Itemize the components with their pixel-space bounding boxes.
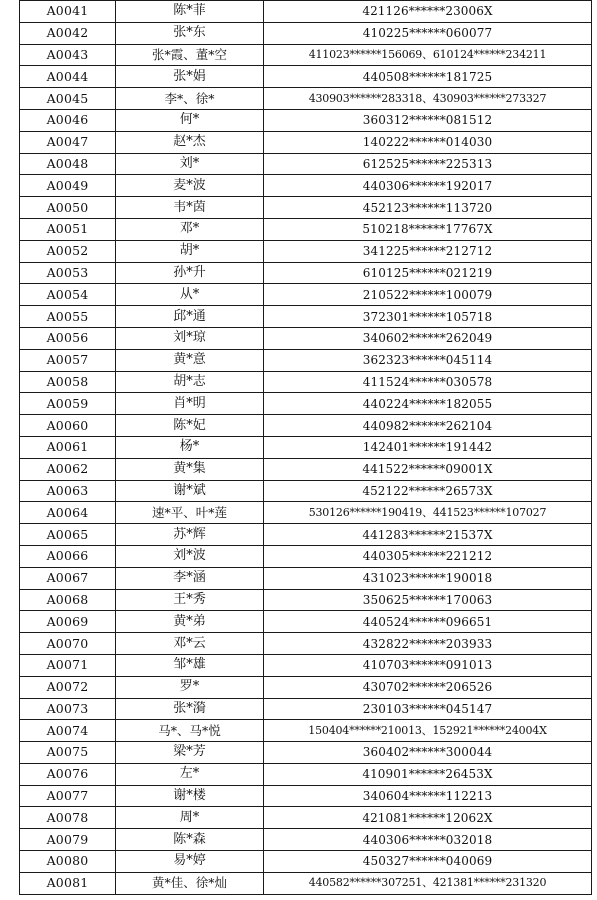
name-cell: 陈*妃 bbox=[116, 415, 264, 437]
name-cell: 杨* bbox=[116, 436, 264, 458]
table-row bbox=[20, 44, 592, 66]
record-code-cell: A0067 bbox=[20, 567, 116, 589]
table-row bbox=[20, 262, 592, 284]
id-number-cell: 360402******300044 bbox=[264, 742, 592, 764]
name-cell: 周* bbox=[116, 807, 264, 829]
table-row bbox=[20, 589, 592, 611]
record-code-cell: A0041 bbox=[20, 1, 116, 23]
record-code-cell: A0052 bbox=[20, 240, 116, 262]
record-code-cell: A0046 bbox=[20, 109, 116, 131]
table-row bbox=[20, 742, 592, 764]
table-row bbox=[20, 851, 592, 873]
name-cell: 张*娟 bbox=[116, 66, 264, 88]
id-number-cell: 432822******203933 bbox=[264, 633, 592, 655]
roster-table bbox=[19, 0, 592, 895]
record-code-cell: A0075 bbox=[20, 742, 116, 764]
name-cell: 李*、徐* bbox=[116, 88, 264, 110]
id-number-cell: 230103******045147 bbox=[264, 698, 592, 720]
record-code-cell: A0047 bbox=[20, 131, 116, 153]
name-cell: 刘* bbox=[116, 153, 264, 175]
record-code-cell: A0077 bbox=[20, 785, 116, 807]
table-row bbox=[20, 327, 592, 349]
table-row bbox=[20, 763, 592, 785]
id-number-cell: 421126******23006X bbox=[264, 1, 592, 23]
name-cell: 黄*弟 bbox=[116, 611, 264, 633]
name-cell: 速*平、叶*莲 bbox=[116, 502, 264, 524]
table-row bbox=[20, 218, 592, 240]
table-row bbox=[20, 1, 592, 23]
record-code-cell: A0053 bbox=[20, 262, 116, 284]
table-row bbox=[20, 654, 592, 676]
name-cell: 邹*雄 bbox=[116, 654, 264, 676]
name-cell: 孙*升 bbox=[116, 262, 264, 284]
table-row bbox=[20, 785, 592, 807]
id-number-cell: 440305******221212 bbox=[264, 545, 592, 567]
table-row bbox=[20, 829, 592, 851]
record-code-cell: A0051 bbox=[20, 218, 116, 240]
name-cell: 从* bbox=[116, 284, 264, 306]
record-code-cell: A0048 bbox=[20, 153, 116, 175]
id-number-cell: 610125******021219 bbox=[264, 262, 592, 284]
record-code-cell: A0057 bbox=[20, 349, 116, 371]
record-code-cell: A0074 bbox=[20, 720, 116, 742]
id-number-cell: 530126******190419、441523******107027 bbox=[264, 502, 592, 524]
id-number-cell: 452123******113720 bbox=[264, 197, 592, 219]
id-number-cell: 441283******21537X bbox=[264, 524, 592, 546]
table-row bbox=[20, 197, 592, 219]
name-cell: 韦*茵 bbox=[116, 197, 264, 219]
id-number-cell: 350625******170063 bbox=[264, 589, 592, 611]
table-row bbox=[20, 88, 592, 110]
id-number-cell: 210522******100079 bbox=[264, 284, 592, 306]
id-number-cell: 150404******210013、152921******24004X bbox=[264, 720, 592, 742]
record-code-cell: A0044 bbox=[20, 66, 116, 88]
record-code-cell: A0045 bbox=[20, 88, 116, 110]
id-number-cell: 440524******096651 bbox=[264, 611, 592, 633]
table-row bbox=[20, 720, 592, 742]
roster-table-body bbox=[20, 1, 592, 895]
table-row bbox=[20, 436, 592, 458]
record-code-cell: A0073 bbox=[20, 698, 116, 720]
id-number-cell: 440582******307251、421381******231320 bbox=[264, 872, 592, 894]
id-number-cell: 450327******040069 bbox=[264, 851, 592, 873]
record-code-cell: A0062 bbox=[20, 458, 116, 480]
table-row bbox=[20, 807, 592, 829]
id-number-cell: 360312******081512 bbox=[264, 109, 592, 131]
id-number-cell: 410225******060077 bbox=[264, 22, 592, 44]
record-code-cell: A0072 bbox=[20, 676, 116, 698]
table-row bbox=[20, 175, 592, 197]
name-cell: 张*东 bbox=[116, 22, 264, 44]
table-row bbox=[20, 240, 592, 262]
id-number-cell: 340604******112213 bbox=[264, 785, 592, 807]
table-row bbox=[20, 415, 592, 437]
table-row bbox=[20, 458, 592, 480]
table-row bbox=[20, 872, 592, 894]
record-code-cell: A0055 bbox=[20, 306, 116, 328]
table-row bbox=[20, 633, 592, 655]
name-cell: 李*涵 bbox=[116, 567, 264, 589]
id-number-cell: 440306******192017 bbox=[264, 175, 592, 197]
name-cell: 谢*斌 bbox=[116, 480, 264, 502]
name-cell: 苏*辉 bbox=[116, 524, 264, 546]
name-cell: 黄*意 bbox=[116, 349, 264, 371]
name-cell: 刘*琼 bbox=[116, 327, 264, 349]
id-number-cell: 411524******030578 bbox=[264, 371, 592, 393]
name-cell: 张*霞、董*空 bbox=[116, 44, 264, 66]
id-number-cell: 410901******26453X bbox=[264, 763, 592, 785]
record-code-cell: A0063 bbox=[20, 480, 116, 502]
table-row bbox=[20, 349, 592, 371]
name-cell: 黄*佳、徐*灿 bbox=[116, 872, 264, 894]
id-number-cell: 362323******045114 bbox=[264, 349, 592, 371]
record-code-cell: A0081 bbox=[20, 872, 116, 894]
record-code-cell: A0080 bbox=[20, 851, 116, 873]
id-number-cell: 421081******12062X bbox=[264, 807, 592, 829]
table-row bbox=[20, 66, 592, 88]
id-number-cell: 430903******283318、430903******273327 bbox=[264, 88, 592, 110]
record-code-cell: A0043 bbox=[20, 44, 116, 66]
record-code-cell: A0069 bbox=[20, 611, 116, 633]
record-code-cell: A0058 bbox=[20, 371, 116, 393]
record-code-cell: A0076 bbox=[20, 763, 116, 785]
table-row bbox=[20, 306, 592, 328]
record-code-cell: A0066 bbox=[20, 545, 116, 567]
name-cell: 谢*楼 bbox=[116, 785, 264, 807]
record-code-cell: A0071 bbox=[20, 654, 116, 676]
name-cell: 肖*明 bbox=[116, 393, 264, 415]
id-number-cell: 341225******212712 bbox=[264, 240, 592, 262]
id-number-cell: 140222******014030 bbox=[264, 131, 592, 153]
table-row bbox=[20, 698, 592, 720]
name-cell: 黄*集 bbox=[116, 458, 264, 480]
table-row bbox=[20, 524, 592, 546]
record-code-cell: A0061 bbox=[20, 436, 116, 458]
id-number-cell: 612525******225313 bbox=[264, 153, 592, 175]
id-number-cell: 430702******206526 bbox=[264, 676, 592, 698]
record-code-cell: A0059 bbox=[20, 393, 116, 415]
record-code-cell: A0070 bbox=[20, 633, 116, 655]
name-cell: 胡* bbox=[116, 240, 264, 262]
document-page bbox=[19, 0, 591, 896]
id-number-cell: 440982******262104 bbox=[264, 415, 592, 437]
name-cell: 刘*波 bbox=[116, 545, 264, 567]
table-row bbox=[20, 371, 592, 393]
table-row bbox=[20, 284, 592, 306]
name-cell: 邓*云 bbox=[116, 633, 264, 655]
id-number-cell: 411023******156069、610124******234211 bbox=[264, 44, 592, 66]
name-cell: 张*漪 bbox=[116, 698, 264, 720]
name-cell: 赵*杰 bbox=[116, 131, 264, 153]
id-number-cell: 440306******032018 bbox=[264, 829, 592, 851]
id-number-cell: 340602******262049 bbox=[264, 327, 592, 349]
record-code-cell: A0056 bbox=[20, 327, 116, 349]
record-code-cell: A0050 bbox=[20, 197, 116, 219]
record-code-cell: A0068 bbox=[20, 589, 116, 611]
name-cell: 左* bbox=[116, 763, 264, 785]
record-code-cell: A0065 bbox=[20, 524, 116, 546]
table-row bbox=[20, 22, 592, 44]
id-number-cell: 431023******190018 bbox=[264, 567, 592, 589]
id-number-cell: 142401******191442 bbox=[264, 436, 592, 458]
table-row bbox=[20, 109, 592, 131]
id-number-cell: 440508******181725 bbox=[264, 66, 592, 88]
table-row bbox=[20, 480, 592, 502]
id-number-cell: 440224******182055 bbox=[264, 393, 592, 415]
name-cell: 邱*通 bbox=[116, 306, 264, 328]
table-row bbox=[20, 131, 592, 153]
name-cell: 何* bbox=[116, 109, 264, 131]
name-cell: 王*秀 bbox=[116, 589, 264, 611]
name-cell: 易*婷 bbox=[116, 851, 264, 873]
name-cell: 麦*波 bbox=[116, 175, 264, 197]
table-row bbox=[20, 393, 592, 415]
record-code-cell: A0049 bbox=[20, 175, 116, 197]
record-code-cell: A0078 bbox=[20, 807, 116, 829]
table-row bbox=[20, 153, 592, 175]
name-cell: 陈*菲 bbox=[116, 1, 264, 23]
id-number-cell: 410703******091013 bbox=[264, 654, 592, 676]
record-code-cell: A0054 bbox=[20, 284, 116, 306]
name-cell: 胡*志 bbox=[116, 371, 264, 393]
id-number-cell: 510218******17767X bbox=[264, 218, 592, 240]
record-code-cell: A0042 bbox=[20, 22, 116, 44]
id-number-cell: 452122******26573X bbox=[264, 480, 592, 502]
table-row bbox=[20, 611, 592, 633]
id-number-cell: 441522******09001X bbox=[264, 458, 592, 480]
record-code-cell: A0079 bbox=[20, 829, 116, 851]
table-row bbox=[20, 676, 592, 698]
table-row bbox=[20, 567, 592, 589]
table-row bbox=[20, 502, 592, 524]
name-cell: 邓* bbox=[116, 218, 264, 240]
id-number-cell: 372301******105718 bbox=[264, 306, 592, 328]
record-code-cell: A0060 bbox=[20, 415, 116, 437]
table-row bbox=[20, 545, 592, 567]
name-cell: 罗* bbox=[116, 676, 264, 698]
name-cell: 梁*芳 bbox=[116, 742, 264, 764]
name-cell: 陈*森 bbox=[116, 829, 264, 851]
record-code-cell: A0064 bbox=[20, 502, 116, 524]
name-cell: 马*、马*悦 bbox=[116, 720, 264, 742]
